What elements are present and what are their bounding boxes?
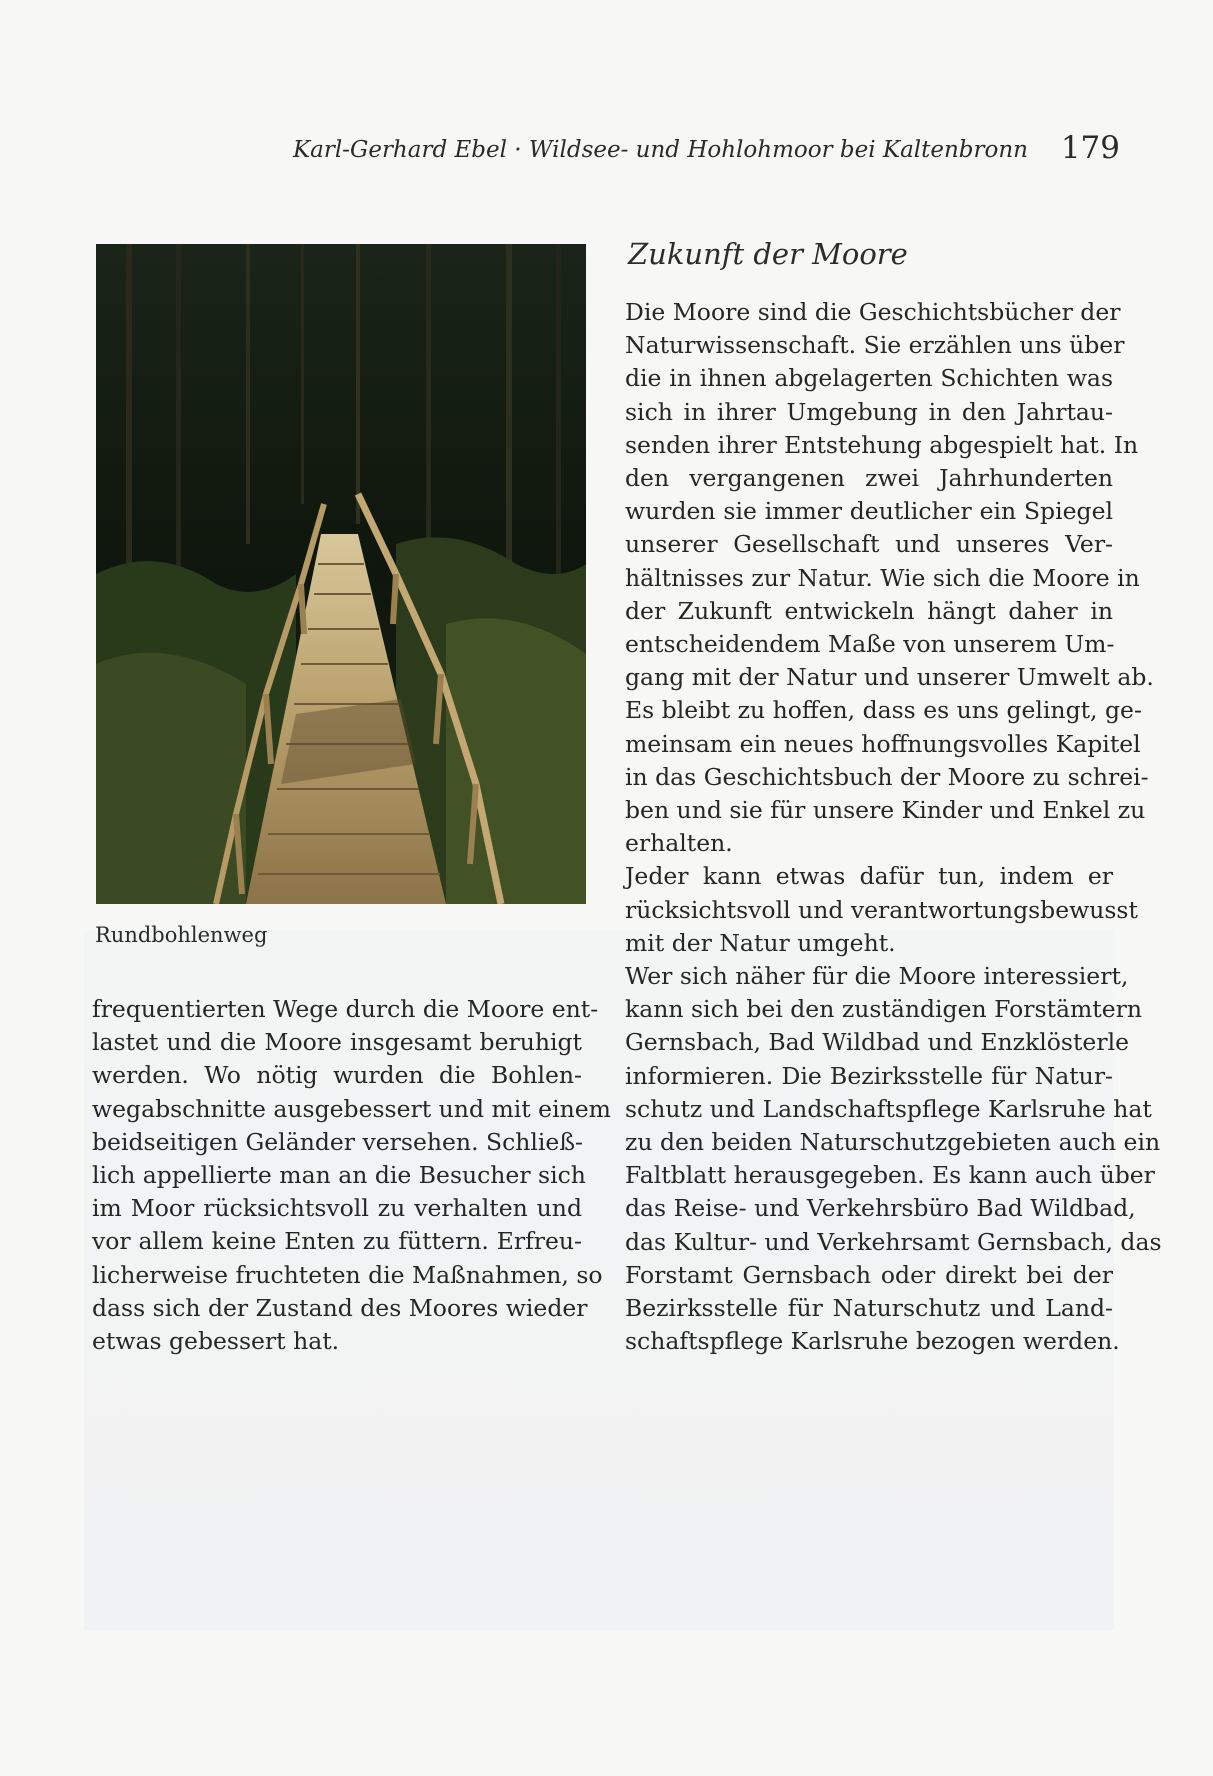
text-line: das Reise- und Verkehrsbüro Bad Wildbad, xyxy=(625,1194,1136,1223)
text-line: sich in ihrer Umgebung in den Jahrtau- xyxy=(625,397,1113,426)
text-line: das Kultur- und Verkehrsamt Gernsbach, das xyxy=(625,1227,1162,1256)
text-line: ben und sie für unsere Kinder und Enkel zu xyxy=(625,796,1146,825)
text-line: lich appellierte man an die Besucher sich xyxy=(92,1161,586,1190)
section-heading: Zukunft der Moore xyxy=(628,237,908,271)
right-text-column xyxy=(625,296,1162,1359)
running-title: Karl-Gerhard Ebel · Wildsee- und Hohlohmoor bei Kaltenbronn xyxy=(292,137,1028,163)
text-line: informieren. Die Bezirksstelle für Natur- xyxy=(625,1061,1113,1090)
text-line: Es bleibt zu hoffen, dass es uns gelingt, ge- xyxy=(625,696,1142,725)
text-line: der Zukunft entwickeln hängt daher in xyxy=(625,596,1113,625)
text-line: hältnisses zur Natur. Wie sich die Moore in xyxy=(625,563,1140,592)
text-line: wegabschnitte ausgebessert und mit einem xyxy=(92,1094,611,1123)
text-line: senden ihrer Entstehung abgespielt hat. In xyxy=(625,430,1139,459)
text-line: wurden sie immer deutlicher ein Spiegel xyxy=(625,497,1113,526)
boardwalk-photo xyxy=(96,244,586,904)
text-line: vor allem keine Enten zu füttern. Erfreu- xyxy=(92,1227,582,1256)
text-line: zu den beiden Naturschutzgebieten auch ein xyxy=(625,1128,1161,1157)
text-line: schaftspflege Karlsruhe bezogen werden. xyxy=(625,1327,1120,1356)
text-line: die in ihnen abgelagerten Schichten was xyxy=(625,364,1113,393)
text-line: Gernsbach, Bad Wildbad und Enzklösterle xyxy=(625,1028,1129,1057)
text-line: Jeder kann etwas dafür tun, indem er xyxy=(625,862,1113,891)
text-line: schutz und Landschaftspflege Karlsruhe hat xyxy=(625,1094,1152,1123)
text-line: entscheidendem Maße von unserem Um- xyxy=(625,630,1115,659)
page-number: 179 xyxy=(1060,130,1120,166)
text-line: frequentierten Wege durch die Moore ent- xyxy=(92,995,599,1023)
text-line: Faltblatt herausgegeben. Es kann auch über xyxy=(625,1161,1155,1190)
text-line: in das Geschichtsbuch der Moore zu schrei- xyxy=(625,762,1149,791)
text-line: Naturwissenschaft. Sie erzählen uns über xyxy=(625,331,1125,360)
text-line: licherweise fruchteten die Maßnahmen, so xyxy=(92,1260,603,1289)
text-line: meinsam ein neues hoffnungsvolles Kapitel xyxy=(625,729,1141,758)
text-line: den vergangenen zwei Jahrhunderten xyxy=(625,464,1113,493)
text-line: lastet und die Moore insgesamt beruhigt xyxy=(92,1028,582,1057)
left-text-column xyxy=(92,993,611,1358)
running-header xyxy=(292,130,1120,170)
text-line: Forstamt Gernsbach oder direkt bei der xyxy=(625,1260,1113,1289)
text-line: Bezirksstelle für Naturschutz und Land- xyxy=(625,1294,1113,1323)
text-line: etwas gebessert hat. xyxy=(92,1327,340,1356)
text-line: gang mit der Natur und unserer Umwelt ab. xyxy=(625,663,1154,692)
text-line: dass sich der Zustand des Moores wieder xyxy=(92,1293,588,1322)
text-line: erhalten. xyxy=(625,829,733,858)
figure-caption: Rundbohlenweg xyxy=(95,923,268,947)
text-line: im Moor rücksichtsvoll zu verhalten und xyxy=(92,1194,582,1223)
boardwalk-illustration xyxy=(96,244,586,904)
text-line: rücksichtsvoll und verantwortungsbewusst xyxy=(625,895,1138,924)
text-line: unserer Gesellschaft und unseres Ver- xyxy=(625,530,1113,559)
text-line: beidseitigen Geländer versehen. Schließ- xyxy=(92,1127,583,1156)
text-line: werden. Wo nötig wurden die Bohlen- xyxy=(92,1061,582,1090)
text-line: Die Moore sind die Geschichtsbücher der xyxy=(625,298,1121,326)
text-line: kann sich bei den zuständigen Forstämtern xyxy=(625,995,1143,1024)
text-line: Wer sich näher für die Moore interessiert, xyxy=(625,962,1129,991)
text-line: mit der Natur umgeht. xyxy=(625,928,896,957)
